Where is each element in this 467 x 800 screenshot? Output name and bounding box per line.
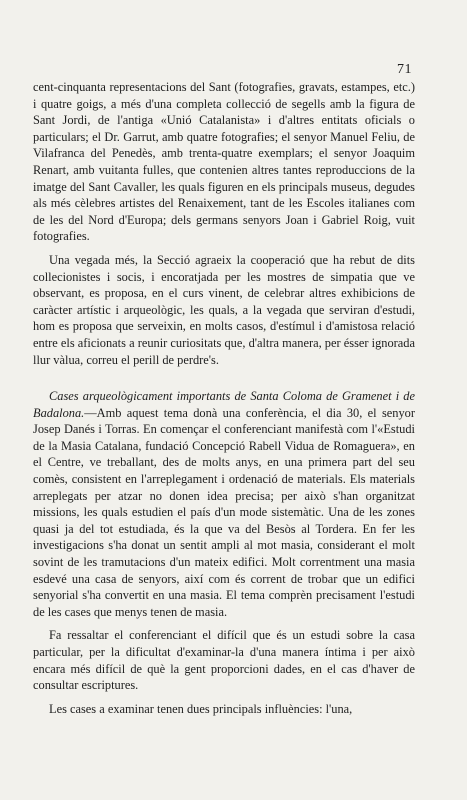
section-heading: Cases arqueològicament importants de Santa Coloma de Gramenet i de Badalona. (33, 389, 415, 420)
paragraph-3-text: —Amb aquest tema donà una conferència, el dia 30, el senyor Josep Danés i Torras. En començar el conferenciant manifestà com l'«Estudi de la Masia Catalana, fundació Concepció Rabell Vidua de Romaguera», en el Centre, ve treballant, des de molts anys, en una primera part del seu comès, consistent en l'arreplegament i ordenació de materials. Els materials arreplegats per atzar no donen idea precisa; per això s'han organitzat missions, les quals estudien el país d'un mode sistemàtic. Una de les zones quasi ja del tot estudiada, és la que va del Besòs al Tordera. En fer les investigacions s'ha donat un sentit ampli al mot masia, considerant el molt sovint de les tramutacions d'un mateix edifici. Molt correntment una masia esdevé una casa de senyors, així com és corrent de trobar que un edifici senyorial s'ha convertit en una masia. El tema comprèn precisament l'estudi de les cases que menys tenen de masia. (33, 405, 415, 619)
paragraph-4: Fa ressaltar el conferenciant el difícil que és un estudi sobre la casa particular, per la dificultat d'examinar-la d'una manera íntima i per això encara més difícil de què la gent proporcioni dades, en el cas d'haver de consultar escriptures. (33, 628, 415, 693)
paragraph-2: Una vegada més, la Secció agraeix la cooperació que ha rebut de dits collecionistes i socis, i encoratjada per les mostres de simpatia que ve observant, es proposa, en el curs vinent, de celebrar altres exhibicions de caràcter artístic i arqueològic, les quals, a la vegada que serviran d'estudi, hom es proposa que serveixin, en molts casos, d'estímul i d'amistosa relació entre els aficionats a reunir curiositats que, d'altra manera, per ésser ignorada llur vàlua, correu el perill de perdre's. (33, 252, 415, 367)
page-number: 71 (397, 62, 412, 77)
paragraph-5: Les cases a examinar tenen dues principals influències: l'una, (49, 701, 353, 716)
body-text (33, 79, 415, 724)
paragraph-1: cent-cinquanta representacions del Sant (fotografies, gravats, estampes, etc.) i quatre goigs, a més d'una completa collecció de segells amb la figura de Sant Jordi, de l'antiga «Unió Catalanista» i d'altres entitats oficials o particulars; el Dr. Garrut, amb quatre fotografies; el senyor Manuel Feliu, de Vilafranca del Penedès, amb trenta-quatre exemplars; el senyor Joaquim Renart, amb vuitanta fulles, que contenien altres tantes reproduccions de la imatge del Sant Cavaller, les quals figuren en els principals museus, degudes als més cèlebres artistes del Renaixement, tant de les Escoles italianes com de les del Nord d'Europa; dels germans senyors Joan i Gabriel Roig, vuit fotografies. (33, 80, 415, 244)
paragraph-3 (33, 388, 415, 620)
